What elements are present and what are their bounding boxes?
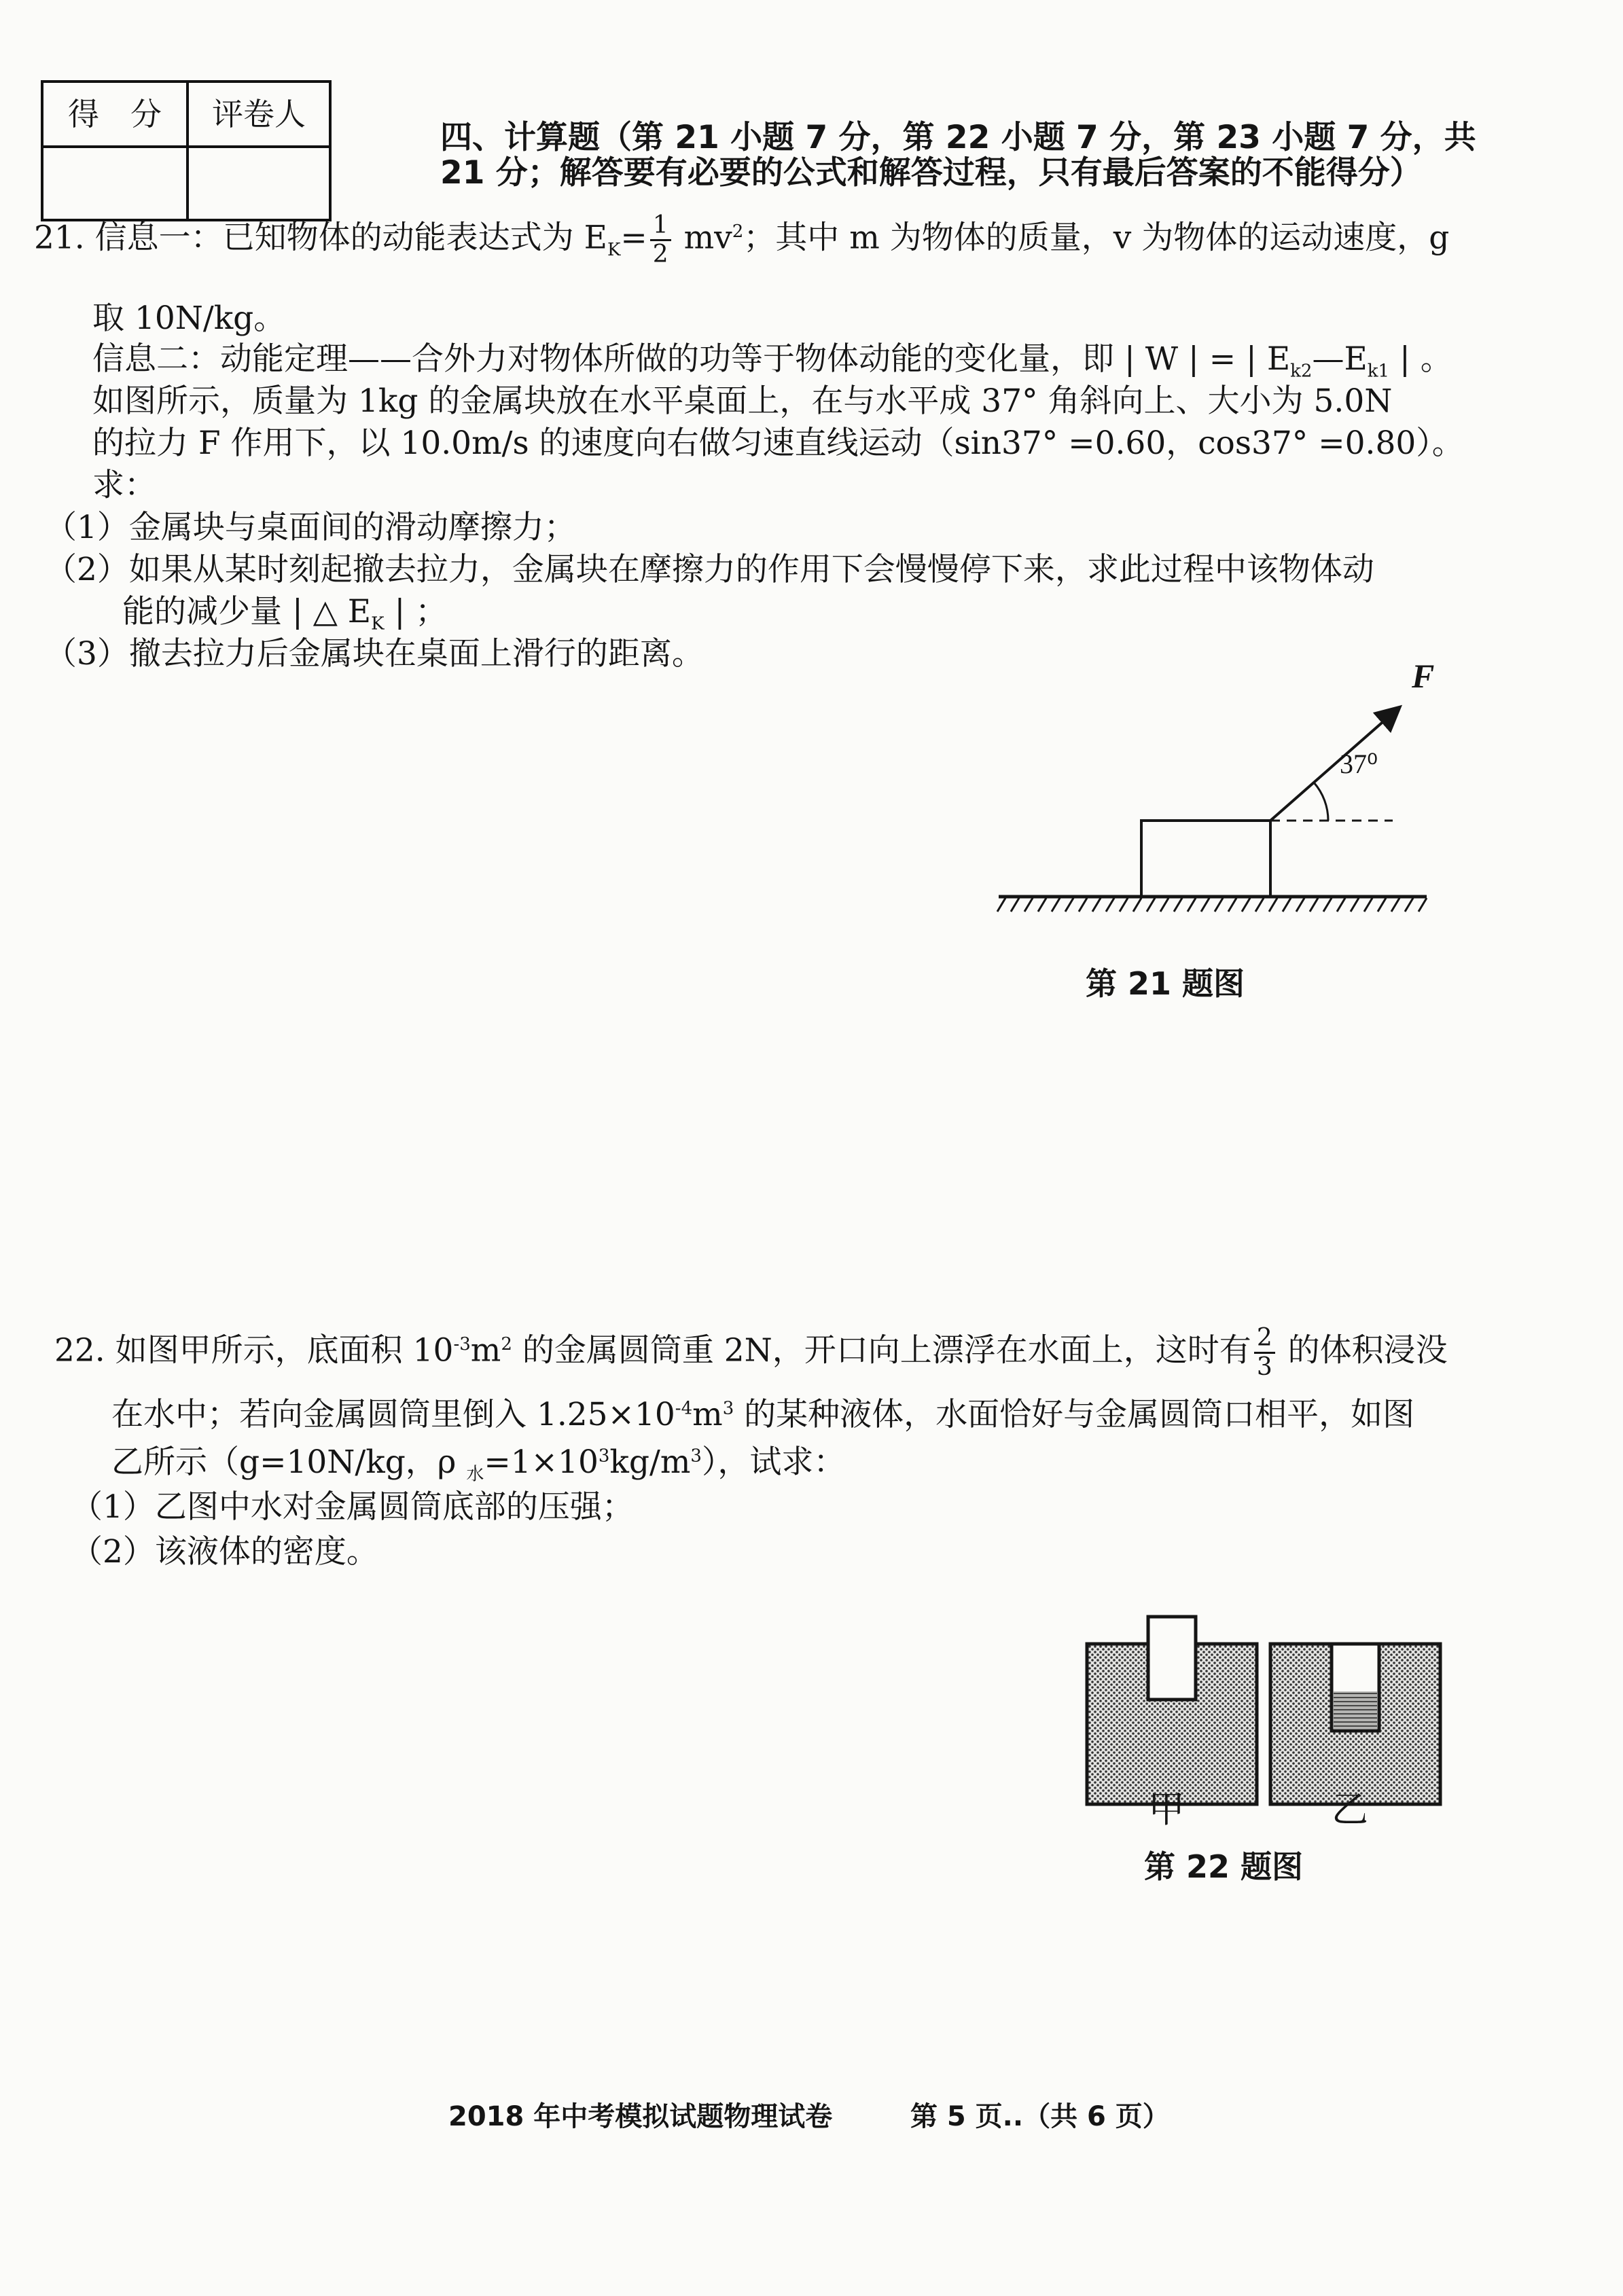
q21-item1: （1）金属块与桌面间的滑动摩擦力； (45, 509, 576, 546)
grader-label: 评卷人 (212, 96, 306, 132)
q21-line6: 求： (92, 467, 156, 504)
metal-block (1141, 821, 1270, 897)
footer-page-number: 第 5 页..（共 6 页） (910, 2101, 1170, 2132)
q21-figure-caption: 第 21 题图 (1086, 965, 1245, 1002)
angle-arc (1314, 783, 1328, 821)
q21-figure (992, 645, 1440, 931)
label-jia: 甲 (1148, 1788, 1185, 1827)
q21-line5: 的拉力 F 作用下，以 10.0m/s 的速度向右做匀速直线运动（sin37° =0.60，cos37° =0.80）。 (92, 425, 1464, 462)
q21-item2b: 能的减少量 | △ $E_K$ | ； (122, 593, 448, 634)
q21-line2: 取 10N/kg。 (92, 300, 286, 337)
cylinder-jia (1148, 1617, 1196, 1700)
force-label: F (1412, 657, 1435, 695)
q22-figure (1080, 1610, 1461, 1827)
q21-line1: 21. 信息一：已知物体的动能表达式为 $E_K=$ $\frac{1}{2}$ $mv^2$；其中 m 为物体的质量，v 为物体的运动速度，g (34, 211, 1450, 268)
grader-input-cell[interactable] (189, 148, 329, 216)
score-table (41, 80, 332, 221)
section-heading-line2: 21 分；解答要有必要的公式和解答过程，只有最后答案的不能得分） (440, 154, 1422, 192)
q22-figure-caption: 第 22 题图 (1144, 1848, 1304, 1885)
q21-item2a: （2）如果从某时刻起撤去拉力，金属块在摩擦力的作用下会慢慢停下来，求此过程中该物体动 (45, 551, 1374, 588)
score-input-cell[interactable] (43, 148, 186, 216)
q21-line4: 如图所示，质量为 1kg 的金属块放在水平桌面上，在与水平成 37° 角斜向上、大小为 5.0N (92, 382, 1393, 420)
q21-item3: （3）撤去拉力后金属块在桌面上滑行的距离。 (45, 635, 704, 672)
liquid-in-cylinder (1334, 1691, 1377, 1729)
force-arrow (1270, 708, 1398, 821)
beaker-yi (1270, 1644, 1440, 1804)
beaker-jia (1087, 1617, 1257, 1804)
q22-line3: 乙所示（g=10N/kg，ρ $_水=1\times 10^3kg/m^3$），试求： (111, 1443, 846, 1485)
q21-line3: 信息二：动能定理——合外力对物体所做的功等于物体动能的变化量，即 | W | = | $E_{k2}—E_{k1}$ | 。 (92, 340, 1452, 382)
q22-line1: 22. 如图甲所示，底面积 $10^{-3}m^2$ 的金属圆筒重 2N，开口向上漂浮在水面上，这时有 $\frac{2}{3}$ 的体积浸没 (54, 1324, 1448, 1381)
q22-item2: （2）该液体的密度。 (71, 1533, 378, 1571)
section-heading-line1: 四、计算题（第 21 小题 7 分，第 22 小题 7 分，第 23 小题 7 分，共 (440, 119, 1476, 156)
label-yi: 乙 (1332, 1788, 1368, 1827)
q22-item1: （1）乙图中水对金属圆筒底部的压强； (71, 1488, 634, 1526)
score-label: 得 分 (68, 96, 162, 132)
q22-fraction: $\frac{2}{3}$ (1254, 1325, 1275, 1381)
footer-title: 2018 年中考模拟试题物理试卷 (448, 2101, 833, 2132)
angle-label: 37⁰ (1340, 749, 1378, 779)
q21-fraction: $\frac{1}{2}$ (650, 212, 671, 268)
q22-line2: 在水中；若向金属圆筒里倒入 $1.25\times 10^{-4}m^3$ 的某种液体，水面恰好与金属圆筒口相平，如图 (111, 1396, 1415, 1433)
surface-hatching (997, 898, 1427, 912)
